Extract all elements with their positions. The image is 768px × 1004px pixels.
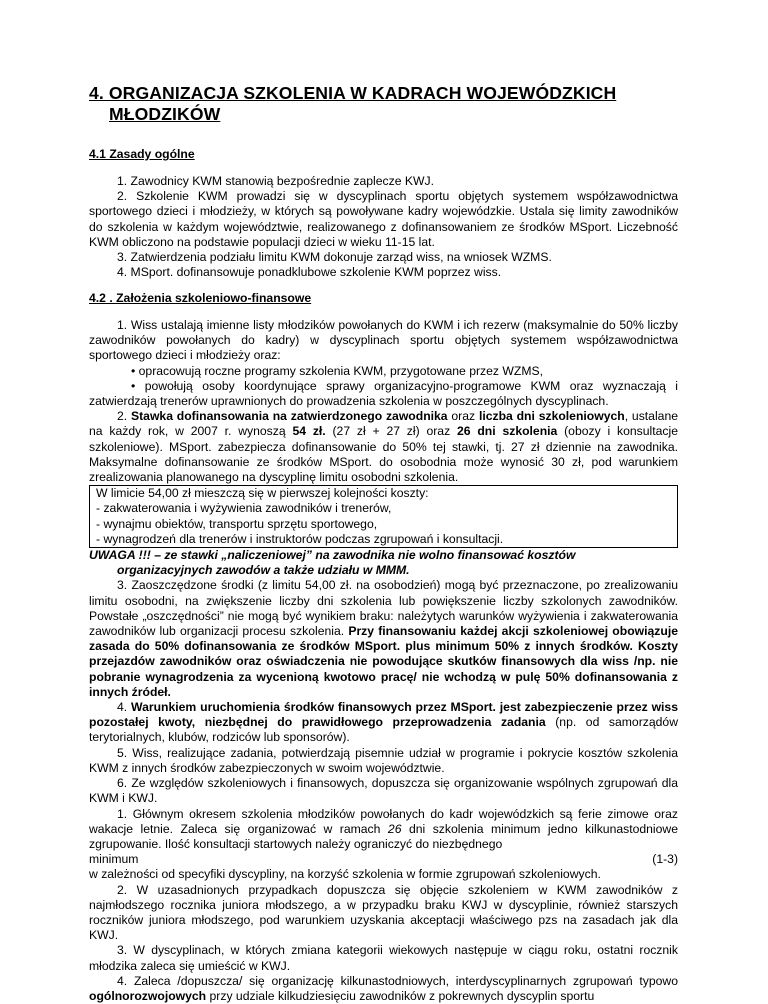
bullet-item: • powołują osoby koordynujące sprawy organizacyjno-programowe KWM oraz wyznaczają i zatwierdzają trenerów uprawnionych do prowadzenia szkolenia w poszczególnych dyscyplinach. bbox=[89, 378, 678, 409]
section-4-2-body bbox=[89, 318, 678, 1004]
paragraph: 3. W dyscyplinach, w których zmiana kategorii wiekowych następuje w ciągu roku, ostatni rocznik młodzika zaleca się umieścić w KWJ. bbox=[89, 943, 678, 973]
chapter-title-line-2: MŁODZIKÓW bbox=[109, 104, 221, 124]
paragraph: 2. Szkolenie KWM prowadzi się w dyscyplinach sportu objętych systemem współzawodnictwa sportowego dzieci i młodzieży, w których są powoływane kadry wojewódzkie. Ustala się limity zawodników do szkolenia w każdym województwie, realizowanego z dofinansowaniem ze środków MSport. Liczebność KWM obliczono na podstawie populacji dzieci w wieku 11-15 lat. bbox=[89, 189, 678, 249]
paragraph: 6. Ze względów szkoleniowych i finansowych, dopuszcza się organizowanie wspólnych zgrupowań dla KWM i KWJ. bbox=[89, 776, 678, 806]
chapter-title-line-1: 4. ORGANIZACJA SZKOLENIA W KADRACH WOJEWÓDZKICH bbox=[89, 83, 617, 103]
bullet-item: • opracowują roczne programy szkolenia KWM, przygotowane przez WZMS, bbox=[131, 363, 544, 378]
cost-box bbox=[89, 485, 678, 548]
paragraph: 4. MSport. dofinansowuje ponadklubowe szkolenie KWM poprzez wiss. bbox=[117, 265, 502, 280]
warning-line-2: organizacyjnych zawodów a także udziału w MMM. bbox=[117, 563, 410, 578]
section-heading-4-2: 4.2 . Założenia szkoleniowo-finansowe bbox=[89, 291, 312, 305]
section-4-1-body bbox=[89, 174, 678, 280]
paragraph: 4. Zaleca /dopuszcza/ się organizację kilkunastodniowych, interdyscyplinarnych zgrupowań typowo ogólnorozwojowych przy udziale kilkudziesięciu zawodników z pokrewnych dyscyplin sportu bbox=[89, 973, 678, 1003]
box-line: - zakwaterowania i wyżywienia zawodników i trenerów, bbox=[96, 501, 392, 516]
box-line: - wynajmu obiektów, transportu sprzętu sportowego, bbox=[96, 516, 378, 531]
paragraph: 4. Warunkiem uruchomienia środków finansowych przez MSport. jest zabezpieczenie przez wiss pozostałej kwoty, niezbędnej do prawidłowego przeprowadzenia zadania (np. od samorządów terytorialnych, klubów, rodziców lub sponsorów). bbox=[89, 700, 678, 745]
paragraph: 3. Zaoszczędzone środki (z limitu 54,00 zł. na osobodzień) mogą być przeznaczone, po zrealizowaniu limitu osobodni, na zwiększenie liczby dni szkolenia lub powiększenie liczby szkolonych zawodników. Powstałe „oszczędności” nie mogą być wynikiem braku: należytych warunków wyżywienia i zakwaterowania zawodników lub organizacji procesu szkolenia. Przy finansowaniu każdej akcji szkoleniowej obowiązuje zasada do 50% dofinansowania ze środków MSport. plus minimum 50% z innych środków. Koszty przejazdów zawodników oraz oświadczenia nie powodujące skutków finansowych dla wiss /np. nie pobranie wynagrodzenia za wycenioną kwotowo pracę/ nie wchodzą w pulę 50% dofinansowania z innych źródeł. bbox=[89, 578, 678, 699]
paragraph-continuation: w zależności od specyfiki dyscypliny, na korzyść szkolenia w formie zgrupowań szkoleniowych. bbox=[89, 867, 601, 882]
paragraph: 1. Głównym okresem szkolenia młodzików powołanych do kadr wojewódzkich są ferie zimowe oraz wakacje letnie. Zaleca się organizować w ramach 26 dni szkolenia minimum jedno kilkunastodniowe zgrupowanie. Ilość konsultacji startowych należy ograniczyć do niezbędnego bbox=[89, 806, 679, 851]
chapter-title bbox=[89, 83, 689, 125]
paragraph: 5. Wiss, realizujące zadania, potwierdzają pisemnie udział w programie i pokrycie kosztów szkolenia KWM z innych środków zabezpieczonych w swoim województwie. bbox=[89, 745, 678, 775]
box-line: - wynagrodzeń dla trenerów i instruktorów podczas zgrupowań i konsultacji. bbox=[96, 531, 504, 546]
paragraph: 2. W uzasadnionych przypadkach dopuszcza się objęcie szkoleniem w KWM zawodników z najmłodszego rocznika juniora młodszego, a w przypadku braku KWJ w dyscyplinie, również starszych roczników juniora młodszego, pod warunkiem uzyskania akceptacji właściwego pzs na zasadach jak dla KWJ. bbox=[89, 882, 678, 943]
box-line: W limicie 54,00 zł mieszczą się w pierwszej kolejności koszty: bbox=[96, 486, 429, 501]
paragraph: 2. Stawka dofinansowania na zatwierdzonego zawodnika oraz liczba dni szkoleniowych, ustalane na każdy rok, w 2007 r. wynoszą 54 zł. (27 zł + 27 zł) oraz 26 dni szkolenia (obozy i konsultacje szkoleniowe). MSport. zabezpiecza dofinansowanie do 50% tej stawki, tj. 27 zł dziennie na zawodnika. Maksymalne dofinansowanie ze środków MSport. do osobodnia może wynosić 30 zł, pod warunkiem zrealizowania planowanego na dyscyplinę limitu osobodni szkolenia. bbox=[89, 409, 678, 485]
paragraph: 3. Zatwierdzenia podziału limitu KWM dokonuje zarząd wiss, na wniosek WZMS. bbox=[117, 250, 552, 265]
paragraph: 1. Zawodnicy KWM stanowią bezpośrednie zaplecze KWJ. bbox=[117, 174, 435, 188]
paragraph: 1. Wiss ustalają imienne listy młodzików powołanych do KWM i ich rezerw (maksymalnie do 50% liczby zawodników powołanych do kadry) w dyscyplinach sportu objętych systemem współzawodnictwa sportowego dzieci i młodzieży oraz: bbox=[89, 318, 678, 363]
section-heading-4-1: 4.1 Zasady ogólne bbox=[89, 147, 195, 161]
paragraph-continuation: minimum (1-3) bbox=[89, 852, 678, 867]
warning-line-1: UWAGA !!! – ze stawki „naliczeniowej” na zawodnika nie wolno finansować kosztów bbox=[89, 548, 576, 563]
